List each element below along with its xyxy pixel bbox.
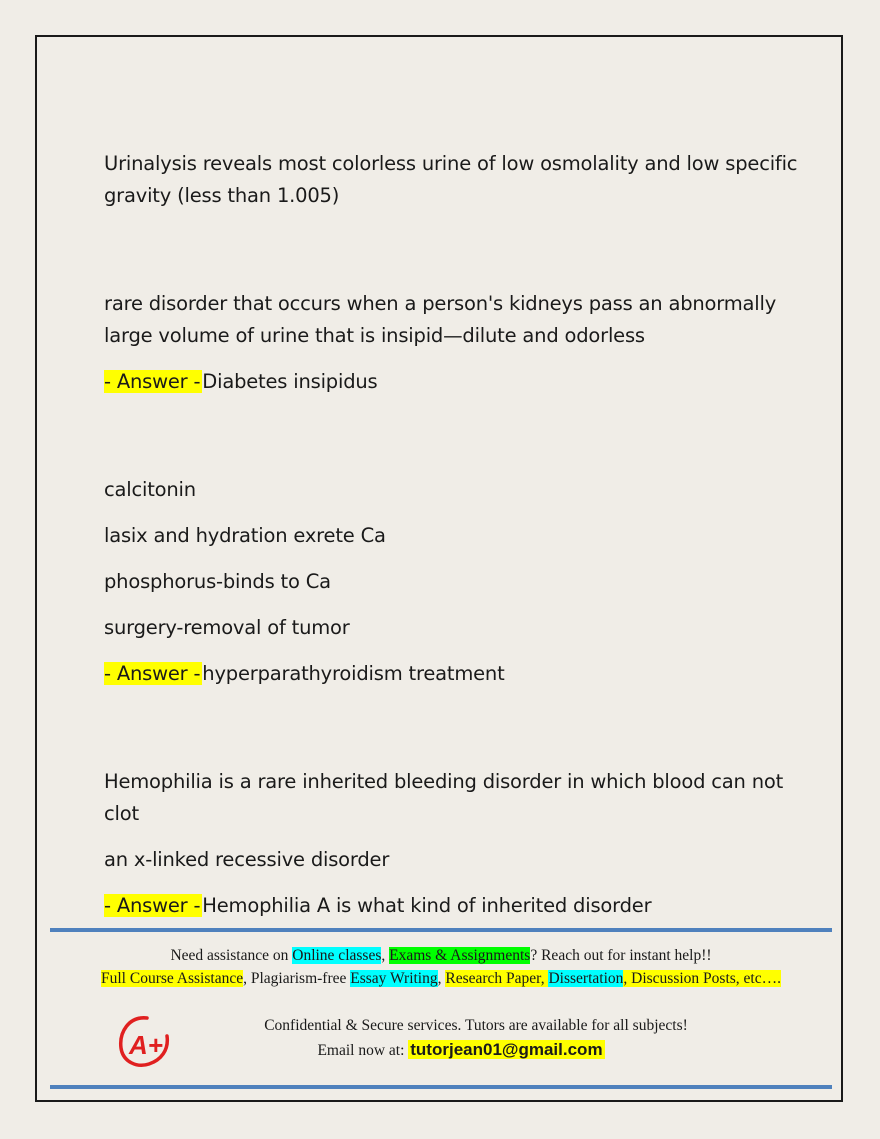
question-line: lasix and hydration exrete Ca [104,524,386,547]
question-line: surgery-removal of tumor [104,616,350,639]
footer-rule-top [50,928,832,932]
footer-line-3: Confidential & Secure services. Tutors are available for all subjects! [264,1017,688,1034]
essay-writing-link[interactable]: Essay Writing [350,970,438,987]
answer-label: - Answer - [104,370,201,393]
email-label: Email now at: [317,1042,409,1059]
question-text: Urinalysis reveals most colorless urine of low osmolality and low specific gravity (less than 1.005) [104,152,798,207]
email-line [50,1038,832,1063]
footer-rule-bottom [50,1085,832,1089]
footer-line-1: Need assistance on Online classes, Exams & Assignments? Reach out for instant help!! [170,947,712,964]
full-course-link[interactable]: Full Course Assistance [101,970,244,987]
logo-text: A+ [129,1030,163,1060]
footer-line-2: Full Course Assistance, Plagiarism-free Essay Writing, Research Paper, Dissertation, Discussion Posts, etc…. [101,970,781,987]
answer-label: - Answer - [104,894,201,917]
answer-text: Hemophilia A is what kind of inherited disorder [202,894,652,917]
question-line: phosphorus-binds to Ca [104,570,331,593]
qa-block [104,288,804,398]
answer-text: Diabetes insipidus [202,370,378,393]
online-classes-link[interactable]: Online classes [292,947,382,964]
answer-line [104,658,804,690]
answer-text: hyperparathyroidism treatment [202,662,505,685]
question-text: rare disorder that occurs when a person's kidneys pass an abnormally large volume of urine that is insipid—dilute and odorless [104,292,777,347]
research-paper-link[interactable]: Research Paper, [445,970,549,987]
answer-line [104,366,804,398]
qa-block [104,148,804,212]
question-line: an x-linked recessive disorder [104,848,390,871]
question-line: Hemophilia is a rare inherited bleeding disorder in which blood can not clot [104,770,784,825]
email-link[interactable]: tutorjean01@gmail.com [410,1040,603,1059]
question-line: calcitonin [104,478,196,501]
answer-line [104,890,804,922]
qa-block [104,474,804,690]
qa-content [104,148,804,936]
footer-contact [50,1014,832,1063]
answer-label: - Answer - [104,662,201,685]
footer-promo [50,944,832,990]
qa-block [104,766,804,922]
discussion-posts-link[interactable]: , Discussion Posts, etc…. [623,970,781,987]
dissertation-link[interactable]: Dissertation [548,970,624,987]
exams-assignments-link[interactable]: Exams & Assignments [389,947,531,964]
